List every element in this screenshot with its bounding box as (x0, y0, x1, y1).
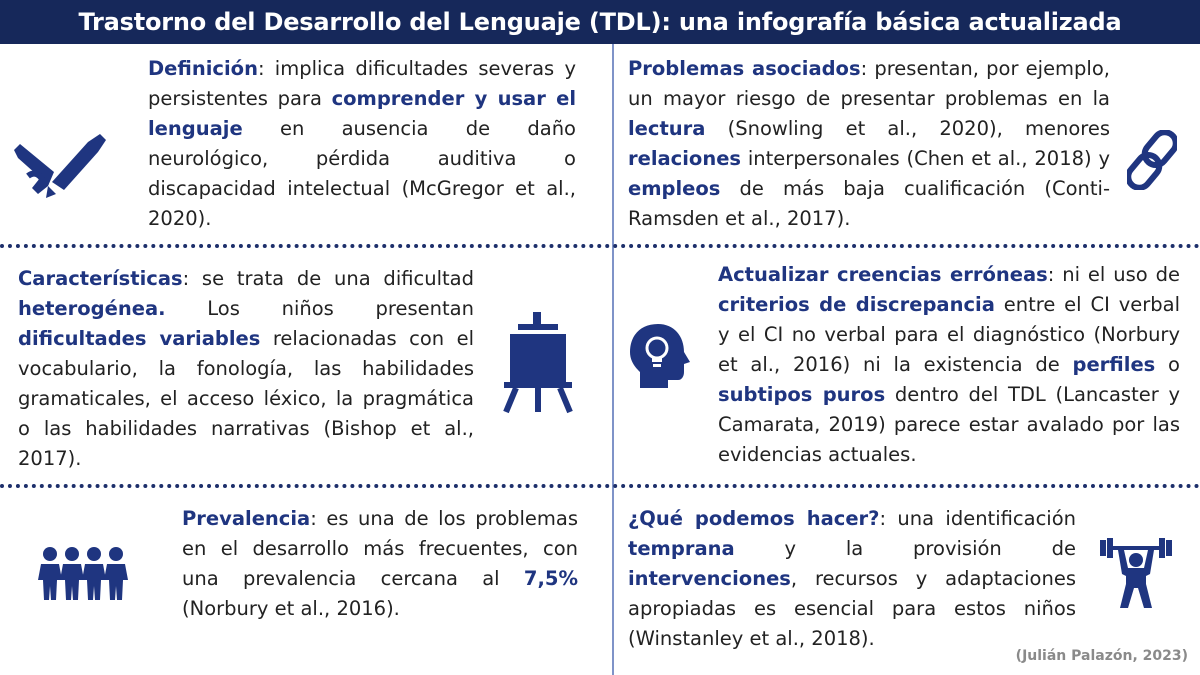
easel-icon (500, 310, 576, 414)
problemas-text (628, 54, 1110, 234)
highlight-text: relaciones (628, 147, 742, 170)
highlight-text: comprender y usar el lenguaje (148, 87, 577, 140)
caracteristicas-text (18, 264, 474, 474)
body-text: : se trata de una dificultad (182, 267, 474, 290)
body-text: o (1155, 353, 1180, 376)
horizontal-divider-2 (0, 484, 1200, 488)
highlight-text: perfiles (1072, 353, 1156, 376)
highlight-text: Definición (148, 57, 258, 80)
highlight-text: 7,5% (523, 567, 578, 590)
body-text: y la provisión de (734, 537, 1076, 560)
body-text: de más baja cualificación (Conti-Ramsden et al., 2017). (628, 177, 1110, 230)
highlight-text: ¿Qué podemos hacer? (628, 507, 880, 530)
body-text: interpersonales (Chen et al., 2018) y (741, 147, 1110, 170)
highlight-text: criterios de discrepancia (718, 293, 995, 316)
body-text: Los niños presentan (165, 297, 474, 320)
highlight-text: Prevalencia (182, 507, 311, 530)
highlight-text: temprana (628, 537, 735, 560)
body-text: : presentan, por ejemplo, un mayor riesgo de presentar problemas en la (628, 57, 1110, 110)
body-text: (Norbury et al., 2016). (182, 597, 400, 620)
highlight-text: intervenciones (628, 567, 791, 590)
highlight-text: lectura (628, 117, 706, 140)
body-text: (Snowling et al., 2020), menores (705, 117, 1110, 140)
highlight-text: empleos (628, 177, 721, 200)
highlight-text: subtipos puros (718, 383, 886, 406)
children-group-icon (38, 546, 128, 602)
body-text: : una identificación (879, 507, 1076, 530)
body-text: dentro del TDL (Lancaster y Camarata, 2019) parece estar avalado por las evidencias actuales. (718, 383, 1180, 466)
hacer-text (628, 504, 1076, 654)
weightlifter-icon (1100, 536, 1172, 610)
author-credit: (Julián Palazón, 2023) (1015, 648, 1188, 664)
definicion-text (148, 54, 576, 234)
body-text: en ausencia de daño neurológico, pérdida auditiva o discapacidad intelectual (McGregor et al., 2020). (148, 117, 576, 230)
body-text: : es una de los problemas en el desarrollo más frecuentes, con una prevalencia cercana al (182, 507, 578, 590)
body-text: entre el CI verbal y el CI no verbal para el diagnóstico (Norbury et al., 2016) ni la existencia de (718, 293, 1180, 376)
body-text: , recursos y adaptaciones apropiadas es esencial para estos niños (Winstanley et al., 2018). (628, 567, 1076, 650)
page-title: Trastorno del Desarrollo del Lenguaje (TDL): una infografía básica actualizada (0, 0, 1200, 44)
actualizar-text (718, 260, 1180, 470)
chain-link-icon (1127, 130, 1177, 190)
highlight-text: Características (18, 267, 183, 290)
body-text: : ni el uso de (1047, 263, 1180, 286)
highlight-text: dificultades variables (18, 327, 261, 350)
highlight-text: heterogénea. (18, 297, 166, 320)
head-lightbulb-icon (628, 322, 690, 390)
highlight-text: Actualizar creencias erróneas (718, 263, 1048, 286)
body-text: relacionadas con el vocabulario, la fonología, las habilidades gramaticales, el acceso léxico, la pragmática o las habilidades narrativas (Bishop et al., 2017). (18, 327, 474, 470)
prevalencia-text (182, 504, 578, 624)
highlight-text: Problemas asociados (628, 57, 861, 80)
vertical-divider (612, 44, 614, 675)
body-text: : implica dificultades severas y persistentes para (148, 57, 576, 110)
pen-scribble-icon (8, 128, 112, 202)
horizontal-divider-1 (0, 244, 1200, 248)
